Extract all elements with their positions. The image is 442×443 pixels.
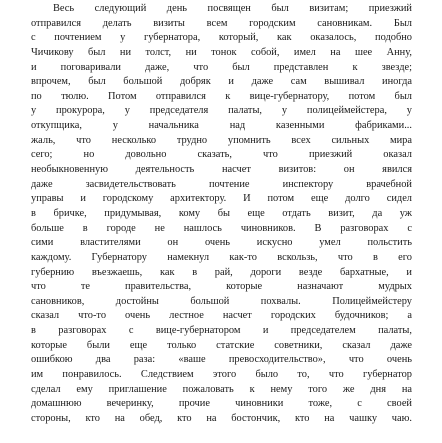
text-line: даже засвидетельствовать почтение инспектору врачебной: [31, 178, 412, 190]
text-line: ошибкою два раза: «ваше превосходительство», что очень: [31, 354, 412, 366]
text-line: управы и городскому архитектору. И потом еще долго сидел: [31, 193, 412, 205]
text-line: им понравилось. Следствием этого было то, что губернатор: [31, 369, 412, 381]
text-line: с почтением у губернатора, который, как оказалось, подобно: [31, 32, 412, 44]
text-line: Чичикову был ни толст, ни тонок собой, имел на шее Анну,: [31, 46, 412, 58]
text-line: по тюлю. Потом отправился к вице-губернатору, потом был: [31, 90, 412, 102]
text-line: впрочем, был большой добряк и даже сам вышивал иногда: [31, 76, 412, 88]
text-line: сими властителями он очень искусно умел польстить: [31, 237, 412, 249]
text-line: откупщика, у начальника над казенными фабриками...: [31, 120, 412, 132]
text-line: каждому. Губернатору намекнул как-то вскользь, что в его: [31, 251, 412, 263]
text-line: губернию въезжаешь, как в рай, дороги везде бархатные, и: [31, 266, 412, 278]
text-line: Весь следующий день посвящен был визитам; приезжий: [53, 3, 412, 14]
text-line: у прокурора, у председателя палаты, у полицеймейстера, у: [31, 105, 412, 117]
text-line: жаль, что несколько трудно упомнить всех сильных мира: [31, 134, 412, 146]
text-line: сего; но довольно сказать, что приезжий оказал: [31, 149, 412, 161]
text-line: больше в городе не нашлось чиновников. В разговорах с: [31, 222, 412, 234]
text-line: в бричке, придумывая, кому бы еще отдать визит, да уж: [31, 207, 412, 219]
text-line: отправился делать визиты всем городским сановникам. Был: [31, 17, 412, 29]
text-line: необыкновенную деятельность насчет визитов: он явился: [31, 164, 412, 176]
text-line: сказал что-то очень лестное насчет городских будочников; а: [31, 310, 412, 322]
text-line-cut-off: стороны, кто на обед, кто на бостончик, кто на чашку чаю.: [31, 412, 412, 424]
text-line: в разговорах с вице-губернатором и председателем палаты,: [31, 325, 412, 337]
text-line: которые были еще только статские советники, сказал даже: [31, 339, 412, 351]
text-line: и поговаривали даже, что был представлен к звезде;: [31, 61, 412, 73]
text-line: домашнюю вечеринку, прочие чиновники тоже, с своей: [31, 398, 412, 410]
text-line: сановников, достойны большой похвалы. Полицеймейстеру: [31, 295, 412, 307]
text-line: сделал ему приглашение пожаловать к нему того же дня на: [31, 383, 412, 395]
text-line: что те правительства, которые назначают мудрых: [31, 281, 412, 293]
